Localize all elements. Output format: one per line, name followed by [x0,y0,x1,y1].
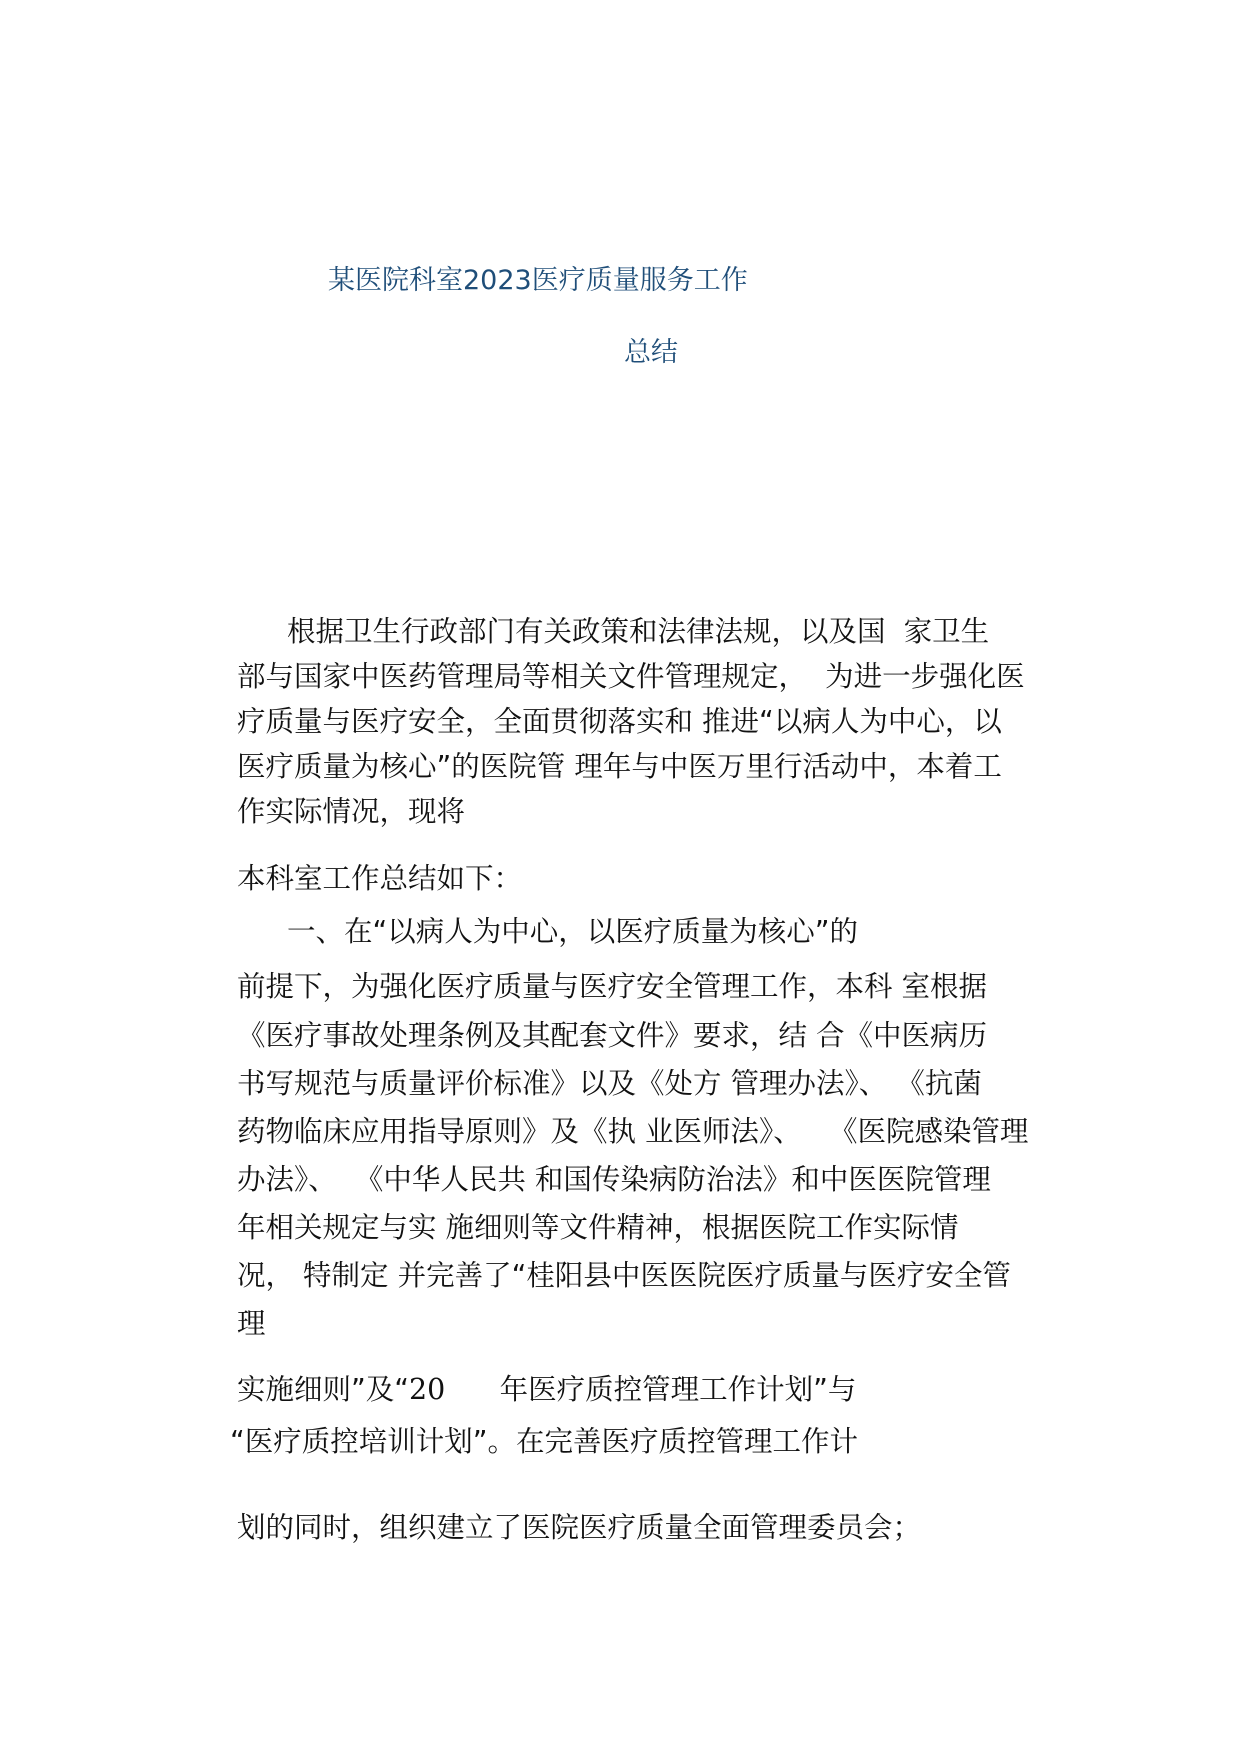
paragraph-line: 年相关规定与实 施细则等文件精神，根据医院工作实际情 [237,1211,959,1244]
text-run: 年医疗质控管理工作计划”与 [499,1373,857,1406]
paragraph-line: 理 [237,1307,266,1340]
text-run: 实施细则”及“ [237,1373,410,1406]
year-number: 20 [409,1373,446,1406]
year-gap [445,1373,499,1406]
paragraph-line: 前提下，为强化医疗质量与医疗安全管理工作，本科 室根据 [237,970,988,1003]
paragraph-line: 书写规范与质量评价标准》以及《处方 管理办法》、 《抗菌 [237,1067,982,1100]
paragraph-line [237,1370,856,1410]
paragraph-line: 部与国家中医药管理局等相关文件管理规定， 为进一步强化医 [237,660,1025,693]
paragraph-line: 办法》、 《中华人民共 和国传染病防治法》和中医医院管理 [237,1163,991,1196]
document-title-line2: 总结 [624,337,678,368]
paragraph-line: “医疗质控培训计划”。在完善医疗质控管理工作计 [230,1425,859,1458]
paragraph-line: 《医疗事故处理条例及其配套文件》要求，结 合《中医病历 [237,1019,988,1052]
paragraph-line: 医疗质量为核心”的医院管 理年与中医万里行活动中，本着工 [237,750,1002,783]
document-title-line1: 某医院科室2023医疗质量服务工作 [328,265,748,296]
paragraph-line: 本科室工作总结如下： [237,862,523,895]
paragraph-line: 疗质量与医疗安全，全面贯彻落实和 推进“以病人为中心，以 [237,705,1002,738]
paragraph-line: 根据卫生行政部门有关政策和法律法规，以及国 家卫生 [287,615,990,648]
paragraph-line: 药物临床应用指导原则》及《执 业医师法》、 《医院感染管理 [237,1115,1029,1148]
paragraph-line: 划的同时，组织建立了医院医疗质量全面管理委员会； [237,1511,922,1544]
paragraph-line: 作实际情况，现将 [237,795,466,828]
paragraph-line: 况， 特制定 并完善了“桂阳县中医医院医疗质量与医疗安全管 [237,1259,1011,1292]
section-heading: 一、在“以病人为中心，以医疗质量为核心”的 [287,915,859,948]
